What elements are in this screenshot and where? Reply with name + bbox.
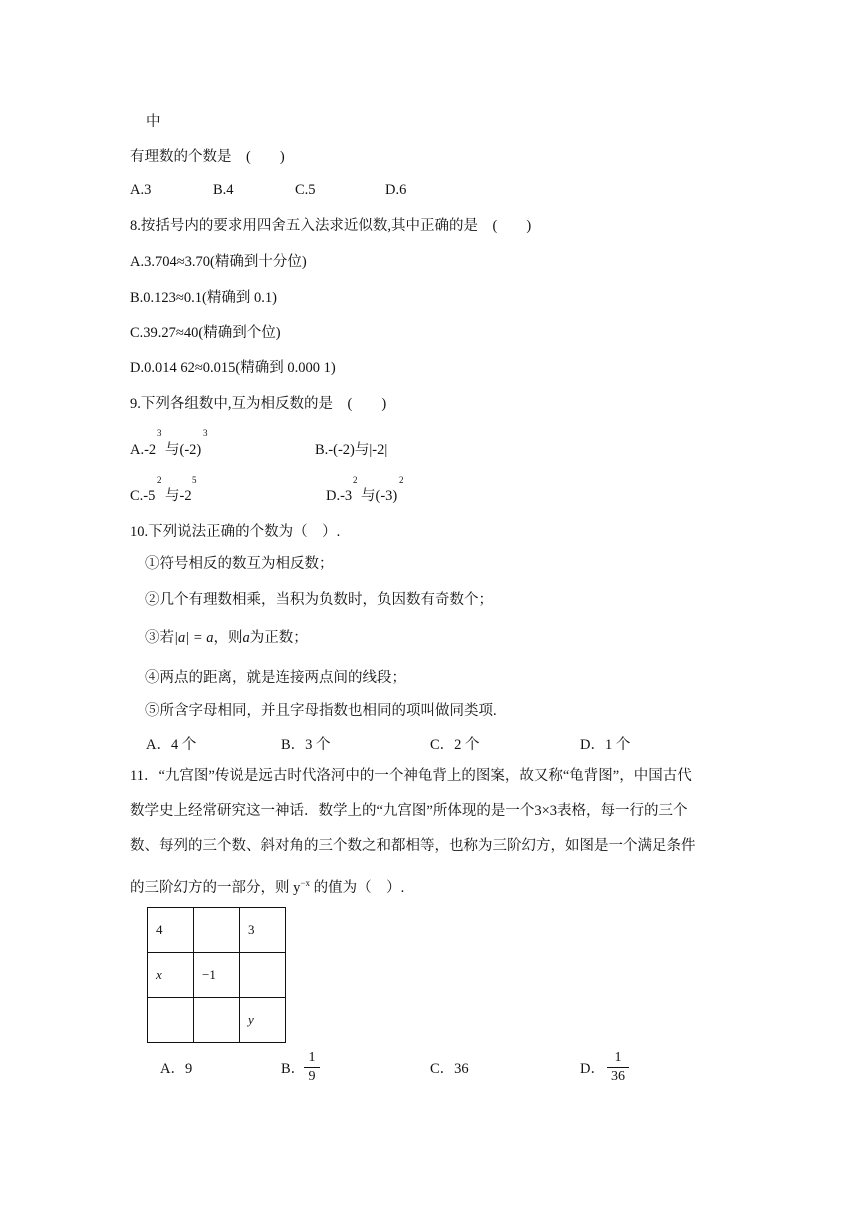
q9-option-a-exp2: 3 [203, 428, 208, 438]
q9-option-d-exp1: 2 [353, 475, 358, 485]
q10-s3-prefix: ③若 [145, 630, 174, 646]
fraction-denominator: 36 [611, 1069, 625, 1084]
q9-option-a-base: A.-2 [130, 442, 157, 458]
q9-option-d-rest: 与(-3) [361, 488, 398, 504]
q9-option-b: B.-(-2)与|-2| [315, 442, 388, 458]
q8-option-a: A.3.704≈3.70(精确到十分位) [130, 254, 307, 270]
continued-char: 中 [146, 114, 161, 130]
q10-statement-2: ②几个有理数相乘，当积为负数时，负因数有奇数个； [145, 592, 493, 608]
q7-option-c: C.5 [295, 182, 316, 198]
q11-line-4 [130, 874, 404, 897]
table-row [148, 908, 286, 953]
q7-stem-tail: 有理数的个数是 ( ) [130, 149, 285, 165]
q11-option-d: D． [580, 1061, 605, 1077]
q9-option-d-base: D.-3 [326, 488, 353, 504]
q10-statement-1: ①符号相反的数互为相反数； [145, 556, 334, 572]
q11-exponent: −x [300, 878, 310, 888]
table-cell [148, 998, 194, 1043]
q11-option-a: A．9 [160, 1061, 193, 1077]
table-cell: 3 [240, 908, 286, 953]
q11-line-2: 数学史上经常研究这一神话．数学上的“九宫图”所体现的是一个3×3表格，每一行的三个 [130, 803, 688, 819]
q9-option-c-exp2: 5 [192, 475, 197, 485]
q10-statement-3 [145, 629, 308, 647]
q8-option-c: C.39.27≈40(精确到个位) [130, 325, 281, 341]
q8-stem: 8.按括号内的要求用四舍五入法求近似数,其中正确的是 ( ) [130, 218, 532, 234]
fraction-numerator: 1 [308, 1050, 316, 1065]
q10-s3-suffix: 为正数； [249, 630, 308, 646]
q10-s3-mid: ，则 [213, 630, 243, 646]
magic-square-table [147, 907, 286, 1043]
q11-option-b-fraction [304, 1050, 320, 1085]
table-cell: 4 [148, 908, 194, 953]
q7-option-a: A.3 [130, 182, 152, 198]
fraction-numerator: 1 [614, 1050, 622, 1065]
q9-option-a-rest: 与(-2) [165, 442, 202, 458]
fraction-bar [304, 1067, 320, 1068]
q11-line-4-prefix: 的三阶幻方的一部分，则 y [130, 879, 301, 896]
q10-statement-4: ④两点的距离，就是连接两点间的线段； [145, 670, 406, 686]
q10-statement-5: ⑤所含字母相同，并且字母指数也相同的项叫做同类项. [145, 703, 497, 719]
q11-line-4-suffix: 的值为（ ）. [309, 879, 405, 896]
q8-option-b: B.0.123≈0.1(精确到 0.1) [130, 290, 277, 306]
q9-option-c-base: C.-5 [130, 488, 156, 504]
q10-s3-math: |a| = a [174, 630, 214, 646]
table-cell: y [240, 998, 286, 1043]
q11-line-1: 11．“九宫图”传说是远古时代洛河中的一个神龟背上的图案，故又称“龟背图”，中国古代 [130, 768, 692, 784]
q10-option-d: D．1 个 [580, 737, 631, 753]
q9-option-d-exp2: 2 [399, 475, 404, 485]
q8-option-d: D.0.014 62≈0.015(精确到 0.000 1) [130, 360, 336, 376]
q10-stem: 10.下列说法正确的个数为（ ）. [130, 524, 341, 540]
fraction-bar [607, 1067, 629, 1068]
table-cell [240, 953, 286, 998]
table-row [148, 953, 286, 998]
q10-option-c: C．2 个 [430, 737, 480, 753]
table-cell [194, 998, 240, 1043]
q11-line-3: 数、每列的三个数、斜对角的三个数之和都相等，也称为三阶幻方，如图是一个满足条件 [130, 838, 696, 854]
q9-stem: 9.下列各组数中,互为相反数的是 ( ) [130, 396, 387, 412]
q10-s3-var: a [242, 630, 250, 646]
table-cell [194, 908, 240, 953]
q7-option-b: B.4 [213, 182, 234, 198]
table-row [148, 998, 286, 1043]
q9-option-a-exp1: 3 [157, 428, 162, 438]
fraction-denominator: 9 [308, 1069, 316, 1084]
q10-option-a: A．4 个 [146, 737, 197, 753]
q7-option-d: D.6 [385, 182, 407, 198]
q9-option-c-rest: 与-2 [165, 488, 192, 504]
q11-option-b: B． [281, 1061, 306, 1077]
q10-option-b: B．3 个 [281, 737, 331, 753]
table-cell: −1 [194, 953, 240, 998]
q11-option-d-fraction [607, 1050, 629, 1085]
table-cell: x [148, 953, 194, 998]
q11-option-c: C．36 [430, 1061, 469, 1077]
q9-option-c-exp1: 2 [157, 475, 162, 485]
